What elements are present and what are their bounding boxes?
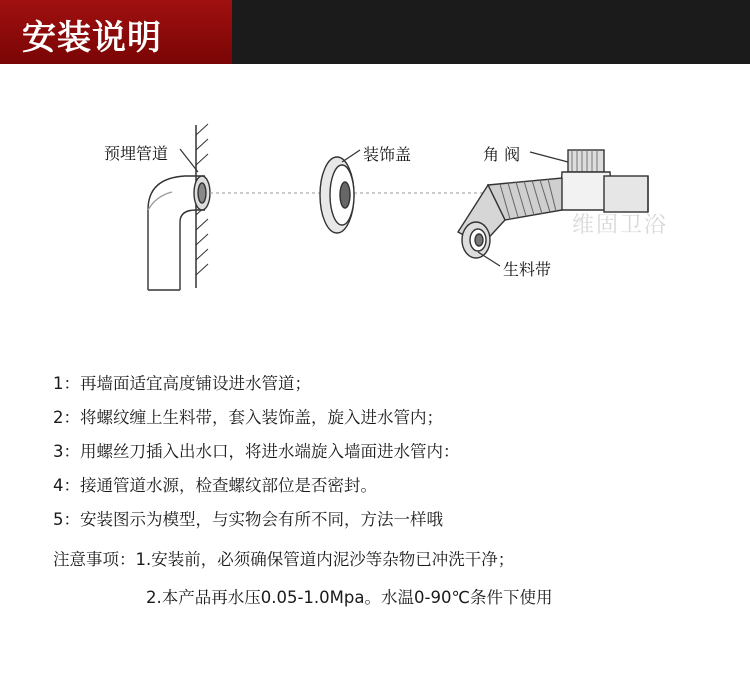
step-item: 4：接通管道水源，检查螺纹部位是否密封。 bbox=[53, 476, 377, 495]
notes-prefix: 注意事项： bbox=[53, 550, 136, 569]
label-embedded-pipe: 预埋管道 bbox=[104, 144, 169, 163]
step-item: 1：再墙面适宜高度铺设进水管道； bbox=[53, 374, 311, 393]
step-item: 5：安装图示为模型，与实物会有所不同，方法一样哦 bbox=[53, 510, 443, 529]
embedded-pipe bbox=[148, 176, 210, 290]
decorative-cover bbox=[320, 157, 354, 233]
label-angle-valve: 角 阀 bbox=[483, 145, 521, 164]
angle-valve bbox=[458, 150, 648, 258]
label-ptfe-tape: 生料带 bbox=[503, 260, 552, 279]
installation-diagram bbox=[0, 64, 750, 304]
page-title: 安装说明 bbox=[22, 18, 162, 58]
note-item: 2.本产品再水压0.05-1.0Mpa。水温0-90℃条件下使用 bbox=[146, 588, 553, 607]
brand-watermark: 维固卫浴 bbox=[572, 213, 669, 238]
step-item: 2：将螺纹缠上生料带，套入装饰盖，旋入进水管内； bbox=[53, 408, 443, 427]
steps-list bbox=[53, 372, 460, 542]
label-decorative-cover: 装饰盖 bbox=[363, 145, 412, 164]
note-item: 1.安装前，必须确保管道内泥沙等杂物已冲洗干净； bbox=[135, 550, 515, 569]
notes-section bbox=[53, 548, 514, 572]
header-bar bbox=[0, 0, 750, 64]
step-item: 3：用螺丝刀插入出水口，将进水端旋入墙面进水管内： bbox=[53, 442, 460, 461]
note-line-1 bbox=[53, 548, 514, 572]
